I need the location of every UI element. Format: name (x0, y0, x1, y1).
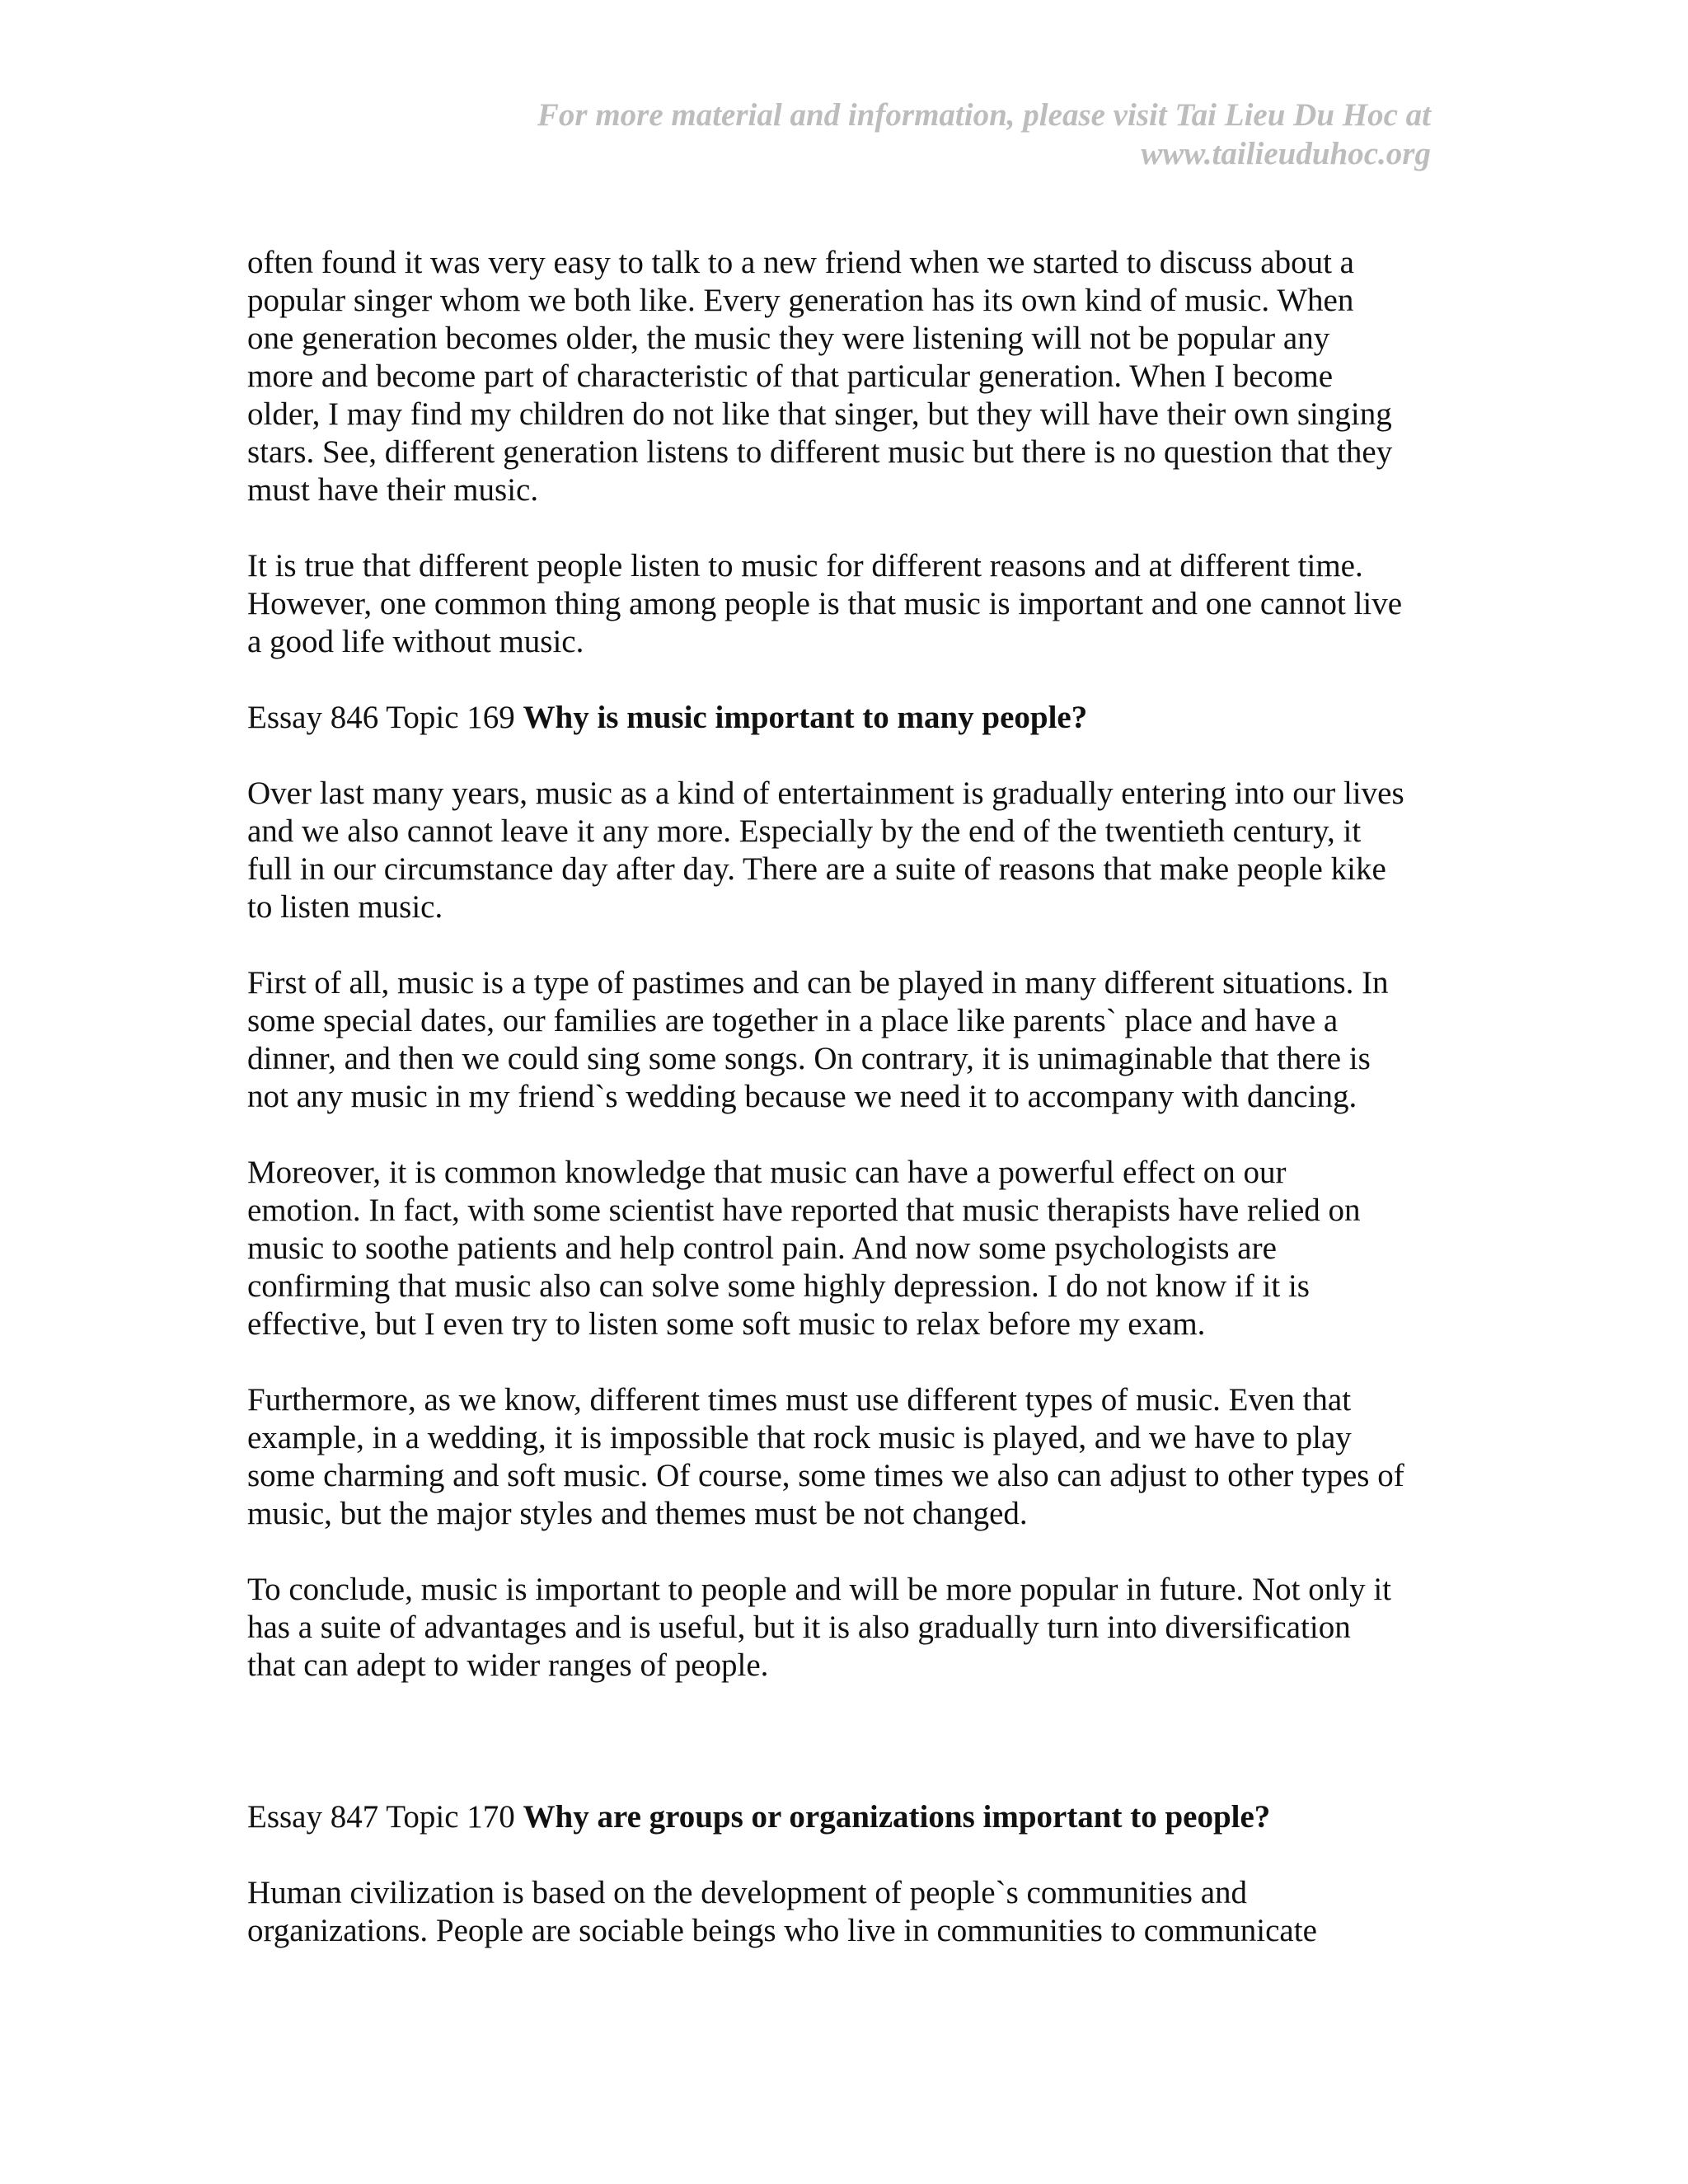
section-spacer (247, 1722, 1451, 1798)
essay-846-paragraph: Furthermore, as we know, different times must use different types of music. Even that example, in a wedding, it is impossible that rock music is played, and we have to play some charming and soft music. Of course, some times we also can adjust to other types of music, but the major styles and themes must be not changed. (247, 1382, 1404, 1531)
header-line-1: For more material and information, please visit Tai Lieu Du Hoc at (537, 97, 1431, 133)
essay-846-paragraph: To conclude, music is important to people and will be more popular in future. Not only it has a suite of advantages and is useful, but it is also gradually turn into diversification that can adept to wider ranges of people. (247, 1572, 1391, 1683)
essay-847-title: Why are groups or organizations important to people? (523, 1799, 1271, 1835)
document-body (247, 244, 1451, 1988)
paragraph: often found it was very easy to talk to a new friend when we started to discuss about a popular singer whom we both like. Every generation has its own kind of music. When one generation becomes older, the music they were listening will not be popular any more and become part of characteristic of that particular generation. When I become older, I may find my children do not like that singer, but they will have their own singing stars. See, different generation listens to different music but there is no question that they must have their music. (247, 245, 1393, 508)
essay-846-heading (247, 699, 1451, 737)
essay-846-title: Why is music important to many people? (523, 700, 1088, 735)
paragraph: It is true that different people listen to music for different reasons and at different time. However, one common thing among people is that music is important and one cannot live a good life without music. (247, 548, 1403, 659)
essay-847-paragraph: Human civilization is based on the development of people`s communities and organizations. People are sociable beings who live in communities to communicate (247, 1875, 1317, 1948)
header-line-2: www.tailieuduhoc.org (1141, 136, 1431, 171)
essay-847-heading (247, 1798, 1451, 1836)
essay-846-paragraph: Over last many years, music as a kind of entertainment is gradually entering into our lives and we also cannot leave it any more. Especially by the end of the twentieth century, it full in our circumstance day after day. There are a suite of reasons that make people kike to listen music. (247, 776, 1404, 925)
page-header (359, 96, 1431, 173)
essay-846-paragraph: Moreover, it is common knowledge that music can have a powerful effect on our emotion. In fact, with some scientist have reported that music therapists have relied on music to soothe patients and help control pain. And now some psychologists are confirming that music also can solve some highly depression. I do not know if it is effective, but I even try to listen some soft music to relax before my exam. (247, 1155, 1361, 1342)
essay-847-label: Essay 847 Topic 170 (247, 1799, 523, 1835)
essay-846-paragraph: First of all, music is a type of pastimes and can be played in many different situations. In some special dates, our families are together in a place like parents` place and have a dinner, and then we could sing some songs. On contrary, it is unimaginable that there is not any music in my friend`s wedding because we need it to accompany with dancing. (247, 965, 1389, 1114)
essay-846-label: Essay 846 Topic 169 (247, 700, 523, 735)
